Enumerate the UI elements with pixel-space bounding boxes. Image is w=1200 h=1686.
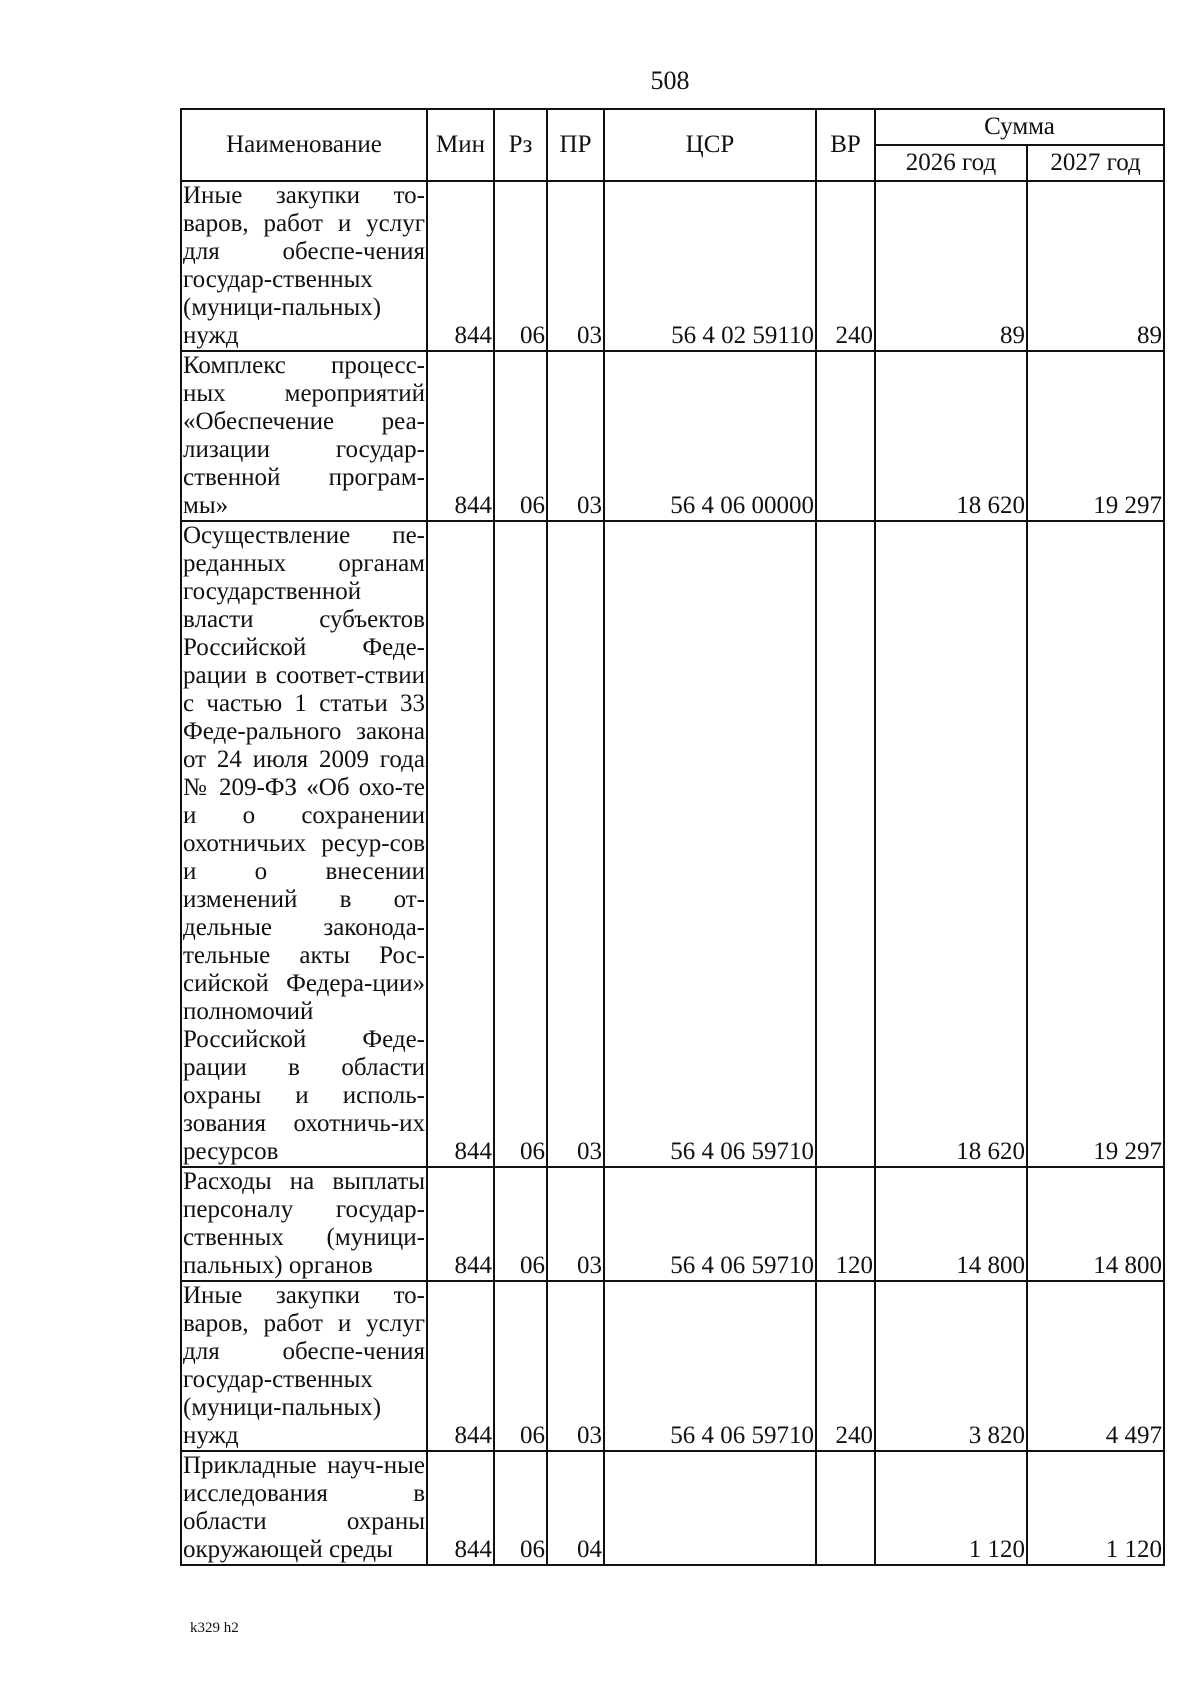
header-csr: ЦСР bbox=[604, 109, 816, 181]
row-min: 844 bbox=[427, 1451, 494, 1565]
row-sum-2026: 14 800 bbox=[875, 1167, 1027, 1281]
row-min: 844 bbox=[427, 1167, 494, 1281]
row-csr: 56 4 06 59710 bbox=[604, 1167, 816, 1281]
row-rz: 06 bbox=[494, 181, 547, 351]
footer-code: k329 h2 bbox=[190, 1620, 239, 1636]
row-sum-2026: 18 620 bbox=[875, 521, 1027, 1167]
row-name: Иные закупки то-варов, работ и услуг для обеспе-чения государ-ственных (муници-пальных) нужд bbox=[183, 182, 425, 349]
header-name: Наименование bbox=[181, 109, 427, 181]
row-vr: 120 bbox=[816, 1167, 875, 1281]
row-min: 844 bbox=[427, 1281, 494, 1451]
table-header bbox=[181, 109, 1164, 181]
row-sum-2026: 89 bbox=[875, 181, 1027, 351]
row-csr: 56 4 06 59710 bbox=[604, 1281, 816, 1451]
table-row bbox=[181, 181, 1164, 351]
row-vr bbox=[816, 351, 875, 521]
row-name: Иные закупки то-варов, работ и услуг для обеспе-чения государ-ственных (муници-пальных) нужд bbox=[183, 1282, 425, 1449]
row-min: 844 bbox=[427, 521, 494, 1167]
row-csr: 56 4 02 59110 bbox=[604, 181, 816, 351]
table-row bbox=[181, 351, 1164, 521]
row-name: Прикладные науч-ные исследования в области охраны окружающей среды bbox=[183, 1452, 425, 1563]
row-sum-2027: 19 297 bbox=[1027, 351, 1164, 521]
row-rz: 06 bbox=[494, 1281, 547, 1451]
row-csr: 56 4 06 00000 bbox=[604, 351, 816, 521]
row-vr: 240 bbox=[816, 1281, 875, 1451]
row-csr bbox=[604, 1451, 816, 1565]
row-vr bbox=[816, 1451, 875, 1565]
header-pr: ПР bbox=[547, 109, 604, 181]
row-sum-2026: 18 620 bbox=[875, 351, 1027, 521]
row-sum-2027: 19 297 bbox=[1027, 521, 1164, 1167]
table-row bbox=[181, 1451, 1164, 1565]
row-sum-2026: 3 820 bbox=[875, 1281, 1027, 1451]
header-sum: Сумма bbox=[875, 109, 1164, 145]
row-pr: 03 bbox=[547, 521, 604, 1167]
table-body bbox=[181, 181, 1164, 1565]
row-vr bbox=[816, 521, 875, 1167]
row-sum-2027: 14 800 bbox=[1027, 1167, 1164, 1281]
row-name: Расходы на выплаты персоналу государ-ственных (муници-пальных) органов bbox=[183, 1168, 425, 1279]
row-vr: 240 bbox=[816, 181, 875, 351]
row-rz: 06 bbox=[494, 1451, 547, 1565]
table-row bbox=[181, 1167, 1164, 1281]
header-min: Мин bbox=[427, 109, 494, 181]
table-row bbox=[181, 521, 1164, 1167]
row-pr: 03 bbox=[547, 351, 604, 521]
row-rz: 06 bbox=[494, 351, 547, 521]
budget-table bbox=[180, 108, 1165, 1566]
row-pr: 03 bbox=[547, 181, 604, 351]
row-sum-2027: 89 bbox=[1027, 181, 1164, 351]
row-pr: 03 bbox=[547, 1281, 604, 1451]
row-pr: 03 bbox=[547, 1167, 604, 1281]
table-row bbox=[181, 1281, 1164, 1451]
row-name: Комплекс процесс-ных мероприятий «Обеспечение реа-лизации государ-ственной програм-мы» bbox=[183, 352, 425, 519]
page-number: 508 bbox=[650, 66, 690, 95]
row-rz: 06 bbox=[494, 1167, 547, 1281]
row-sum-2026: 1 120 bbox=[875, 1451, 1027, 1565]
row-pr: 04 bbox=[547, 1451, 604, 1565]
header-year-2027: 2027 год bbox=[1027, 145, 1164, 181]
row-name: Осуществление пе-реданных органам государственной власти субъектов Российской Феде-рации в соответ-ствии с частью 1 статьи 33 Феде-рального закона от 24 июля 2009 года № 209-ФЗ «Об охо-те и о сохранении охотничьих ресур-сов и о внесении изменений в от-дельные законода-тельные акты Рос-сийской Федера-ции» полномочий Российской Феде-рации в области охраны и исполь-зования охотничь-их ресурсов bbox=[183, 522, 425, 1165]
row-sum-2027: 1 120 bbox=[1027, 1451, 1164, 1565]
header-vr: ВР bbox=[816, 109, 875, 181]
row-rz: 06 bbox=[494, 521, 547, 1167]
row-min: 844 bbox=[427, 181, 494, 351]
header-rz: Рз bbox=[494, 109, 547, 181]
header-year-2026: 2026 год bbox=[875, 145, 1027, 181]
row-min: 844 bbox=[427, 351, 494, 521]
row-sum-2027: 4 497 bbox=[1027, 1281, 1164, 1451]
row-csr: 56 4 06 59710 bbox=[604, 521, 816, 1167]
